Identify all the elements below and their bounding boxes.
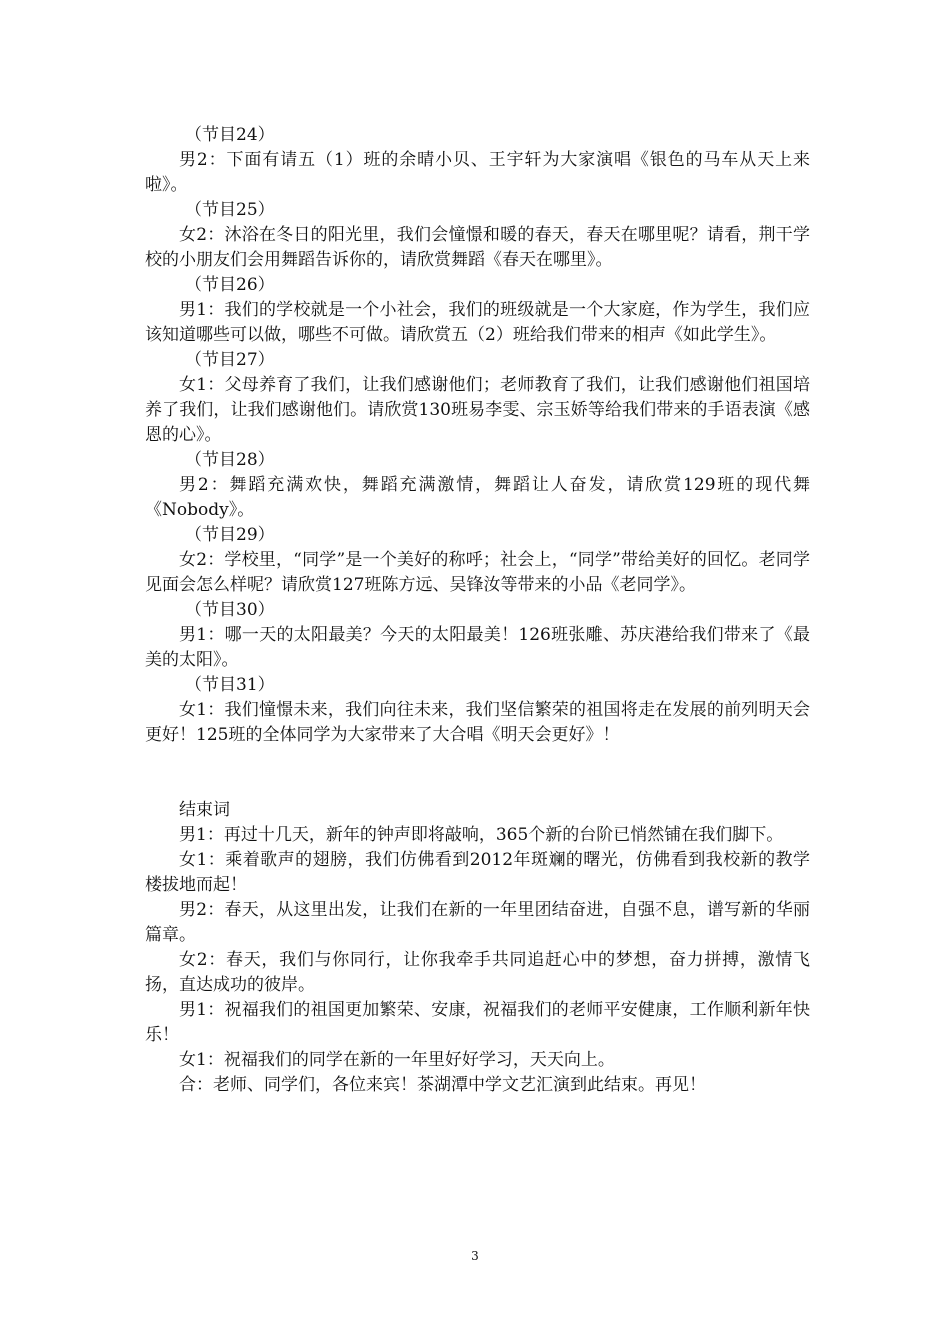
closing-line: 女2：春天，我们与你同行，让你我牵手共同追赶心中的梦想，奋力拼搏，激情飞扬，直达成功的彼岸。 <box>145 950 810 995</box>
program-text: 男2：舞蹈充满欢快，舞蹈充满激情，舞蹈让人奋发，请欣赏129班的现代舞《Nobody》。 <box>145 475 810 520</box>
program-text: 女1：我们憧憬未来，我们向往未来，我们坚信繁荣的祖国将走在发展的前列明天会更好！125班的全体同学为大家带来了大合唱《明天会更好》！ <box>145 700 810 745</box>
closing-line: 男2：春天，从这里出发，让我们在新的一年里团结奋进，自强不息，谱写新的华丽篇章。 <box>145 900 810 945</box>
page-number: 3 <box>471 1249 479 1263</box>
program-label: （节目29） <box>185 525 275 545</box>
program-text: 男1：哪一天的太阳最美？今天的太阳最美！126班张雕、苏庆港给我们带来了《最美的太阳》。 <box>145 625 810 670</box>
program-label: （节目24） <box>185 125 275 145</box>
closing-line: 女1：祝福我们的同学在新的一年里好好学习，天天向上。 <box>179 1050 615 1070</box>
program-label: （节目27） <box>185 350 275 370</box>
closing-line: 合：老师、同学们，各位来宾！茶湖潭中学文艺汇演到此结束。再见！ <box>179 1075 706 1095</box>
closing-line: 女1：乘着歌声的翅膀，我们仿佛看到2012年斑斓的曙光，仿佛看到我校新的教学楼拔地而起！ <box>145 850 810 895</box>
section-gap <box>145 748 810 798</box>
closing-title: 结束词 <box>179 800 230 820</box>
closing-line: 男1：祝福我们的祖国更加繁荣、安康，祝福我们的老师平安健康，工作顺利新年快乐！ <box>145 1000 810 1045</box>
program-label: （节目28） <box>185 450 275 470</box>
program-text: 女2：沐浴在冬日的阳光里，我们会憧憬和暖的春天，春天在哪里呢？请看，荆干学校的小朋友们会用舞蹈告诉你的，请欣赏舞蹈《春天在哪里》。 <box>145 225 810 270</box>
closing-line: 男1：再过十几天，新年的钟声即将敲响，365个新的台阶已悄然铺在我们脚下。 <box>179 825 784 845</box>
program-text: 女2：学校里，“同学”是一个美好的称呼；社会上，“同学”带给美好的回忆。老同学见面会怎么样呢？请欣赏127班陈方远、吴锋汝等带来的小品《老同学》。 <box>145 550 810 595</box>
program-label: （节目26） <box>185 275 275 295</box>
program-label: （节目25） <box>185 200 275 220</box>
document-body <box>145 123 810 1098</box>
program-text: 女1：父母养育了我们，让我们感谢他们；老师教育了我们，让我们感谢他们祖国培养了我们，让我们感谢他们。请欣赏130班易李雯、宗玉娇等给我们带来的手语表演《感恩的心》。 <box>145 375 810 445</box>
program-text: 男1：我们的学校就是一个小社会，我们的班级就是一个大家庭，作为学生，我们应该知道哪些可以做，哪些不可做。请欣赏五（2）班给我们带来的相声《如此学生》。 <box>145 300 810 345</box>
program-label: （节目30） <box>185 600 275 620</box>
program-text: 男2：下面有请五（1）班的余晴小贝、王宇轩为大家演唱《银色的马车从天上来啦》。 <box>145 150 810 195</box>
program-label: （节目31） <box>185 675 275 695</box>
